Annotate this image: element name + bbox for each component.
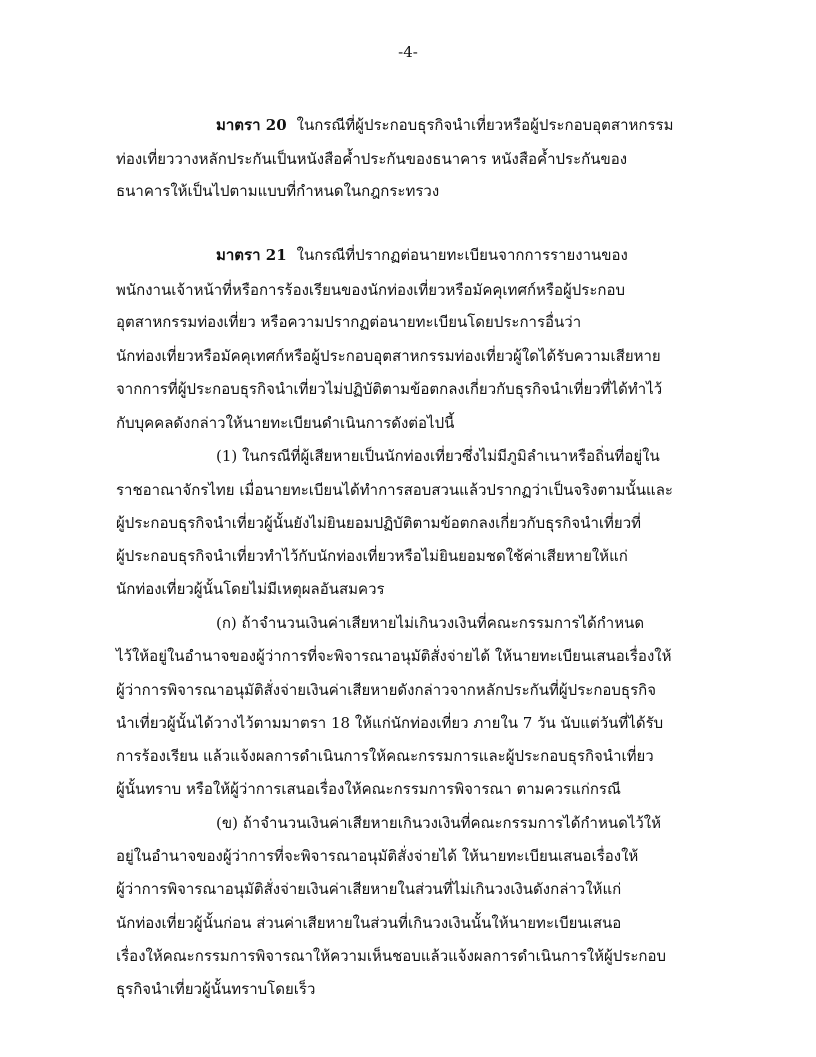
clause-ko-line-5: การร้องเรียน แล้วแจ้งผลการดำเนินการให้คณะกรรมการและผู้ประกอบธุรกิจนำเที่ยว: [116, 747, 654, 765]
section-20-label: มาตรา 20: [216, 116, 287, 134]
section-21-line-5: จากการที่ผู้ประกอบธุรกิจนำเที่ยวไม่ปฏิบัติตามข้อตกลงเกี่ยวกับธุรกิจนำเที่ยวที่ได้ทำไว้: [116, 380, 663, 398]
clause-ko-line-6: ผู้นั้นทราบ หรือให้ผู้ว่าการเสนอเรื่องให้คณะกรรมการพิจารณา ตามควรแก่กรณี: [116, 780, 621, 798]
section-21-label: มาตรา 21: [216, 246, 287, 264]
section-20-line-3: ธนาคารให้เป็นไปตามแบบที่กำหนดในกฎกระทรวง: [116, 182, 440, 200]
section-20-line-1: มาตรา 20 ในกรณีที่ผู้ประกอบธุรกิจนำเที่ยวหรือผู้ประกอบอุตสาหกรรม: [216, 116, 674, 134]
clause-kho-line-6: ธุรกิจนำเที่ยวผู้นั้นทราบโดยเร็ว: [116, 980, 316, 998]
clause-ko-line-1: (ก) ถ้าจำนวนเงินค่าเสียหายไม่เกินวงเงินที่คณะกรรมการได้กำหนด: [216, 614, 645, 632]
section-21-line-2: พนักงานเจ้าหน้าที่หรือการร้องเรียนของนักท่องเที่ยวหรือมัคคุเทศก์หรือผู้ประกอบ: [116, 281, 626, 299]
section-21-line-6: กับบุคคลดังกล่าวให้นายทะเบียนดำเนินการดังต่อไปนี้: [116, 414, 455, 432]
clause-ko-line-2: ไว้ให้อยู่ในอำนาจของผู้ว่าการที่จะพิจารณาอนุมัติสั่งจ่ายได้ ให้นายทะเบียนเสนอเรื่องให้: [116, 647, 672, 665]
clause-1-line-1: (1) ในกรณีที่ผู้เสียหายเป็นนักท่องเที่ยวซึ่งไม่มีภูมิลำเนาหรือถิ่นที่อยู่ใน: [216, 447, 660, 465]
clause-kho-line-5: เรื่องให้คณะกรรมการพิจารณาให้ความเห็นชอบแล้วแจ้งผลการดำเนินการให้ผู้ประกอบ: [116, 947, 667, 965]
clause-1-line-2: ราชอาณาจักรไทย เมื่อนายทะเบียนได้ทำการสอบสวนแล้วปรากฏว่าเป็นจริงตามนั้นและ: [116, 481, 673, 499]
clause-1-line-4: ผู้ประกอบธุรกิจนำเที่ยวทำไว้กับนักท่องเที่ยวหรือไม่ยินยอมชดใช้ค่าเสียหายให้แก่: [116, 547, 628, 565]
clause-kho-line-4: นักท่องเที่ยวผู้นั้นก่อน ส่วนค่าเสียหายในส่วนที่เกินวงเงินนั้นให้นายทะเบียนเสนอ: [116, 914, 622, 932]
clause-kho-line-3: ผู้ว่าการพิจารณาอนุมัติสั่งจ่ายเงินค่าเสียหายในส่วนที่ไม่เกินวงเงินดังกล่าวให้แก่: [116, 880, 622, 898]
clause-kho-line-2: อยู่ในอำนาจของผู้ว่าการที่จะพิจารณาอนุมัติสั่งจ่ายได้ ให้นายทะเบียนเสนอเรื่องให้: [116, 847, 639, 865]
clause-ko-line-4: นำเที่ยวผู้นั้นได้วางไว้ตามมาตรา 18 ให้แก่นักท่องเที่ยว ภายใน 7 วัน นับแต่วันที่ได้รับ: [116, 714, 664, 732]
clause-1-line-3: ผู้ประกอบธุรกิจนำเที่ยวผู้นั้นยังไม่ยินยอมปฏิบัติตามข้อตกลงเกี่ยวกับธุรกิจนำเที่ยวที่: [116, 514, 641, 532]
section-21-line-4: นักท่องเที่ยวหรือมัคคุเทศก์หรือผู้ประกอบอุตสาหกรรมท่องเที่ยวผู้ใดได้รับความเสียหาย: [116, 347, 661, 365]
section-21-line-1: มาตรา 21 ในกรณีที่ปรากฏต่อนายทะเบียนจากการรายงานของ: [216, 246, 628, 264]
clause-ko-line-3: ผู้ว่าการพิจารณาอนุมัติสั่งจ่ายเงินค่าเสียหายดังกล่าวจากหลักประกันที่ผู้ประกอบธุรกิจ: [116, 681, 657, 699]
clause-kho-line-1: (ข) ถ้าจำนวนเงินค่าเสียหายเกินวงเงินที่คณะกรรมการได้กำหนดไว้ให้: [216, 814, 662, 832]
clause-1-line-5: นักท่องเที่ยวผู้นั้นโดยไม่มีเหตุผลอันสมควร: [116, 580, 385, 598]
section-21-line-3: อุตสาหกรรมท่องเที่ยว หรือความปรากฏต่อนายทะเบียนโดยประการอื่นว่า: [116, 313, 582, 331]
page-number: -4-: [398, 43, 418, 61]
section-20-line-2: ท่องเที่ยววางหลักประกันเป็นหนังสือค้ำประกันของธนาคาร หนังสือค้ำประกันของ: [116, 150, 628, 168]
